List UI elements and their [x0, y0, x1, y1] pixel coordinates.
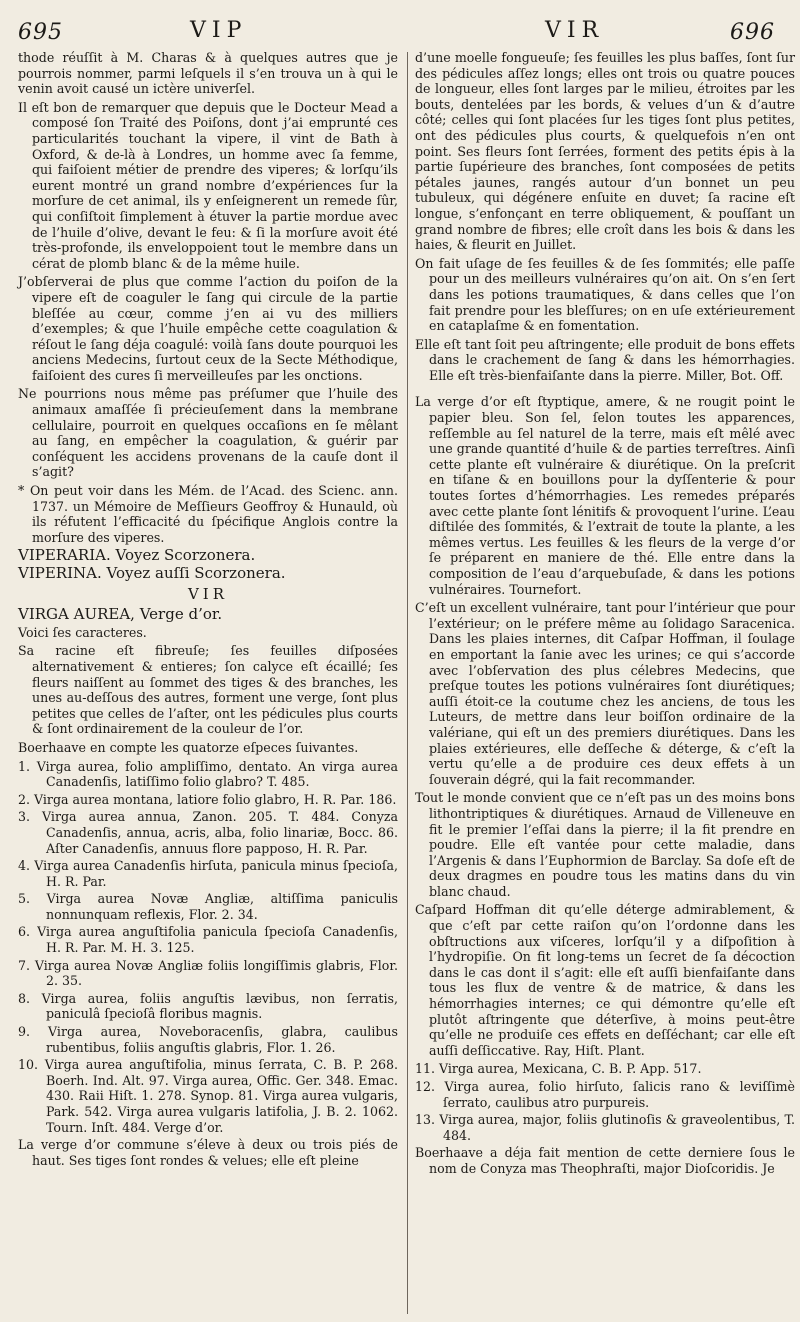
page-number-left: 695 [18, 20, 63, 45]
species-item: 9. Virga aurea, Noveboracenſis, glabra, caulibus rubentibus, foliis anguſtis glabris, Flor. 1. 26. [18, 1024, 398, 1055]
paragraph: Boerhaave a déja fait mention de cette derniere ſous le nom de Conyza mas Theophraſti, major Dioſcoridis. Je [415, 1145, 795, 1176]
paragraph: d’une moelle fongueuſe; ſes feuilles les plus baſſes, ſont ſur des pédicules aſſez longs; elles ont trois ou quatre pouces de longueur, elles ſont larges par le milieu, étroites par les bouts, dentelées par les bords, & velues d’un & d’autre côté; celles qui ſont placées ſur les tiges ſont plus petites, ont des pédicules plus courts, & quelquefois n’en ont point. Ses fleurs ſont ſerrées, forment des petits épis à la partie ſupérieure des branches, ſont composées de petits pétales jaunes, rangés autour d’un bonnet un peu tubuleux, qui dégénere enſuite en duvet; ſa racine eſt longue, s’enfonçant en terre obliquement, & pouſſant un grand nombre de fibres; elle croît dans les bois & dans les haies, & fleurit en Juillet. [415, 50, 795, 253]
species-intro: Boerhaave en compte les quatorze eſpeces ſuivantes. [18, 739, 359, 755]
paragraph: Il eſt bon de remarquer que depuis que le Docteur Mead a composé ſon Traité des Poiſons, dont j’ai emprunté ces particularités touchant la vipere, il vint de Bath à Oxford, & de-là à Londres, un homme avec ſa femme, qui faiſoient métier de prendre des viperes; & lorſqu’ils eurent montré un grand nombre d’expériences ſur la morſure de cet animal, ils y enſeignerent un remede ſûr, qui conſiſtoit ſimplement à étuver la partie mordue avec de l’huile d’olive, devant le feu: & ſi la morſure avoit été très-profonde, ils enveloppoient tout le membre dans un cérat de plomb blanc & de la même huile. [18, 99, 398, 271]
species-item: 5. Virga aurea Novæ Angliæ, altiſſima paniculis nonnunquam reflexis, Flor. 2. 34. [18, 891, 398, 922]
species-item: 8. Virga aurea, foliis anguſtis lævibus, non ſerratis, paniculâ ſpecioſâ floribus magnis. [18, 990, 398, 1022]
entry-virga-aurea: VIRGA AUREA, Verge d’or. [18, 605, 223, 624]
species-item: 7. Virga aurea Novæ Angliæ foliis longiſſimis glabris, Flor. 2. 35. [18, 957, 398, 989]
paragraph: On fait uſage de ſes feuilles & de ſes ſommités; elle paſſe pour un des meilleurs vulnéraires qu’on ait. On s’en ſert dans les potions traumatiques, & dans celles que l’on fait prendre pour les bleſſures; on en uſe extérieurement en cataplaſme & en fomentation. [415, 255, 795, 334]
running-head-right: VIR [545, 18, 605, 43]
page-number-right: 696 [730, 20, 775, 45]
species-item: 1. Virga aurea, folio ampliſſimo, dentato. An virga aurea Canadenſis, latiſſimo folio glabro? T. 485. [18, 758, 398, 790]
species-list-right [415, 1061, 795, 1143]
species-item: 4. Virga aurea Canadenſis hirſuta, panicula minus ſpecioſa, H. R. Par. [18, 858, 398, 889]
paragraph: C’eſt un excellent vulnéraire, tant pour l’intérieur que pour l’extérieur; on le préfere même au ſolidago Saracenica. Dans les plaies internes, dit Caſpar Hoffman, il ſoulage en emportant la ſanie avec les urines; ce qui s’accorde avec l’obſervation des plus célebres Medecins, que preſque toutes les potions vulnéraires ſont diurétiques; auſſi étoit-ce la coutume chez les anciens, de tous les Luteurs, de mettre dans leur boiſſon ordinaire de la valériane, qui eſt un des premiers diurétiques. Dans les plaies extérieures, elle deſſeche & déterge, & c’eſt la vertu qu’elle a de produire ces deux effets à un ſouverain dégré, qui la fait recommander. [415, 600, 795, 787]
paragraph: Sa racine eſt fibreuſe; ſes feuilles diſposées alternativement & entieres; ſon calyce eſt écaillé; ſes fleurs naiſſent au ſommet des tiges & des branches, les unes au-deſſous des autres, forment une verge, ſont plus petites que celles de l’aſter, ont les pédicules plus courts & ſont ordinairement de la couleur de l’or. [18, 643, 398, 737]
species-item: 6. Virga aurea anguſtifolia panicula ſpecioſa Canadenſis, H. R. Par. M. H. 3. 125. [18, 924, 398, 956]
paragraph: La verge d’or eſt ſtyptique, amere, & ne rougit point le papier bleu. Son ſel, ſelon toutes les apparences, reſſemble au ſel naturel de la terre, mais eſt mêlé avec une grande quantité d’huile & de parties terreſtres. Ainſi cette plante eſt vulnéraire & diurétique. On la preſcrit en tiſane & en bouillons pour la dyſſenterie & pour toutes ſortes d’hémorrhagies. Les remedes préparés avec cette plante ſont lénitifs & provoquent l’urine. L’eau diſtilée des ſommités, & l’extrait de toute la plante, a les mêmes vertus. Les feuilles & les fleurs de la verge d’or ſe préparent en maniere de thé. Elle entre dans la composition de l’eau d’arquebuſade, & dans les potions vulnéraires. Tournefort. [415, 394, 795, 597]
paragraph: Tout le monde convient que ce n’eſt pas un des moins bons lithontriptiques & diurétiques. Arnaud de Villeneuve en fit le premier l’eſſai dans la pierre; il la fit prendre en poudre. Elle eſt vantée pour cette maladie, dans l’Argenis & dans l’Euphormion de Barclay. Sa doſe eſt de deux dragmes en poudre tous les matins dans du vin blanc chaud. [415, 790, 795, 899]
paragraph: Caſpard Hoffman dit qu’elle déterge admirablement, & que c’eſt par cette raiſon qu’on l’ordonne dans les obſtructions aux viſceres, lorſqu’il y a diſpoſition à l’hydropiſie. On fit long-tems un ſecret de ſa décoction dans le cas dont il s’agit: elle eſt auſſi bienfaiſante dans tous les flux de ventre & de matrice, & dans les hémorrhagies internes; ce qui démontre qu’elle eſt plutôt aſtringente que déterſive, à moins peut-être qu’elle ne produiſe ces effets en deſſéchant; car elle eſt auſſi deſſiccative. Ray, Hiſt. Plant. [415, 902, 795, 1058]
entry-viperaria: VIPERARIA. Voyez Scorzonera. [18, 546, 256, 565]
species-item: 12. Virga aurea, folio hirſuto, ſalicis rano & leviſſimè ſerrato, caulibus atro purpureis. [415, 1079, 795, 1110]
column-divider [407, 52, 408, 1314]
paragraph: Ne pourrions nous même pas préſumer que l’huile des animaux amaſſée ſi précieuſement dans la membrane cellulaire, pourroit en quelques occaſions en ſe mêlant au ſang, en empêcher la coagulation, & guérir par conſéquent les accidens provenans de la cauſe dont il s’agit? [18, 386, 398, 480]
running-header [0, 18, 800, 48]
species-item: 3. Virga aurea annua, Zanon. 205. T. 484. Conyza Canadenſis, annua, acris, alba, folio linariæ, Bocc. 86. Aſter Canadenſis, annuus flore papposo, H. R. Par. [18, 809, 398, 856]
entry-viperina: VIPERINA. Voyez auſſi Scorzonera. [18, 564, 286, 582]
species-item: 13. Virga aurea, major, foliis glutinoſis & graveolentibus, T. 484. [415, 1112, 795, 1143]
right-column [415, 50, 795, 1180]
spacer [415, 386, 795, 394]
paragraph: Elle eſt tant ſoit peu aſtringente; elle produit de bons effets dans le crachement de ſang & dans les hémorrhagies. Elle eſt très-bienfaiſante dans la pierre. Miller, Bot. Off. [415, 336, 795, 383]
species-item: 2. Virga aurea montana, latiore folio glabro, H. R. Par. 186. [18, 791, 397, 807]
paragraph: thode réuſſit à M. Charas & à quelques autres que je pourrois nommer, parmi leſquels il s’en trouva un à qui le venin avoit causé un ictère univerſel. [18, 50, 398, 97]
left-column [18, 50, 398, 1171]
paragraph: La verge d’or commune s’éleve à deux ou trois piés de haut. Ses tiges ſont rondes & velues; elle eſt pleine [18, 1137, 398, 1168]
running-head-left: VIP [190, 18, 248, 43]
paragraph: J’obſerverai de plus que comme l’action du poiſon de la vipere eſt de coaguler le ſang qui circule de la partie bleſſée au cœur, comme j’en ai vu des milliers d’exemples; & que l’huile empêche cette coagulation & réſout le ſang déja coagulé: voilà ſans doute pourquoi les anciens Medecins, ſurtout ceux de la Secte Méthodique, faiſoient des cures ſi merveilleuſes par les onctions. [18, 274, 398, 383]
characters-intro: Voici ſes caracteres. [18, 624, 147, 640]
footnote: * On peut voir dans les Mém. de l’Acad. des Scienc. ann. 1737. un Mémoire de Meſſieurs Geoffroy & Hunauld, où ils réfutent l’efficacité du ſpécifique Anglois contre la morſure des viperes. [18, 483, 398, 545]
species-list-left [18, 759, 398, 1136]
species-item: 10. Virga aurea anguſtifolia, minus ſerrata, C. B. P. 268. Boerh. Ind. Alt. 97. Virga aurea, Offic. Ger. 348. Emac. 430. Raii Hiſt. 1. 278. Synop. 81. Virga aurea vulgaris, Park. 542. Virga aurea vulgaris latifolia, J. B. 2. 1062. Tourn. Inſt. 484. Verge d’or. [18, 1057, 398, 1135]
species-item: 11. Virga aurea, Mexicana, C. B. P. App. 517. [415, 1061, 702, 1077]
section-heading: VIR [187, 584, 229, 603]
